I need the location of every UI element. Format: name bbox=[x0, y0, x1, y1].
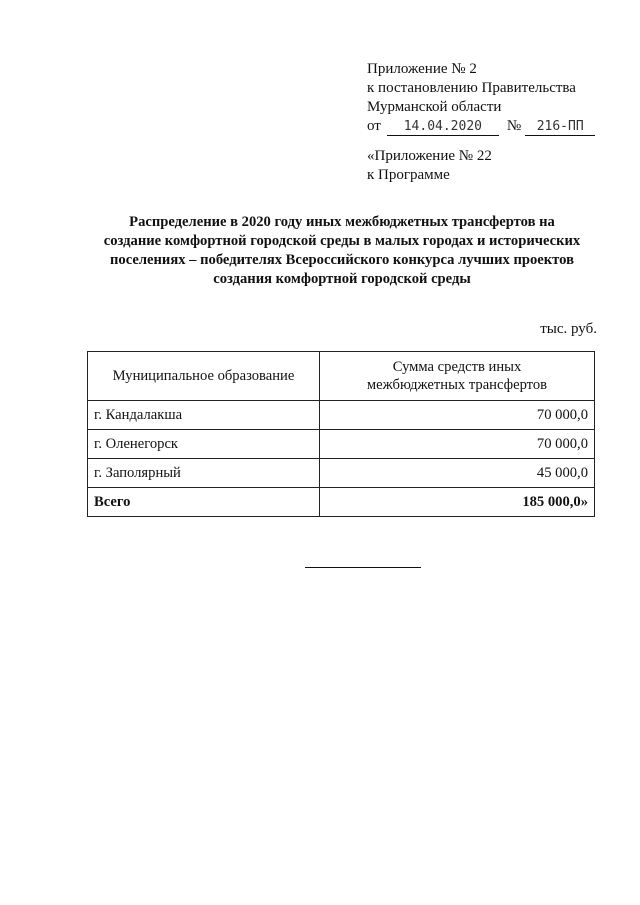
title-line-4: создания комфортной городской среды bbox=[213, 271, 471, 287]
amount-cell: 45 000,0 bbox=[320, 459, 595, 488]
transfers-table bbox=[87, 351, 595, 517]
program-appendix bbox=[367, 147, 492, 185]
title-line-3: поселениях – победителях Всероссийского конкурса лучших проектов bbox=[110, 252, 574, 268]
resolution-date: 14.04.2020 bbox=[387, 119, 499, 136]
column-header-amount-text: Сумма средств иных межбюджетных трансфертов bbox=[366, 359, 548, 393]
resolution-number: 216-ПП bbox=[525, 119, 595, 136]
municipality-cell: г. Кандалакша bbox=[88, 401, 320, 430]
municipality-cell: г. Оленегорск bbox=[88, 430, 320, 459]
column-header-amount bbox=[320, 352, 595, 401]
end-divider-line bbox=[305, 567, 421, 568]
amount-cell: 70 000,0 bbox=[320, 430, 595, 459]
column-header-municipality: Муниципальное образование bbox=[88, 352, 320, 401]
total-label-cell: Всего bbox=[88, 488, 320, 517]
table-row bbox=[88, 459, 595, 488]
resolution-date-row bbox=[367, 117, 617, 136]
total-amount-cell: 185 000,0» bbox=[320, 488, 595, 517]
date-prefix: от bbox=[367, 118, 381, 134]
document-title bbox=[86, 213, 598, 289]
title-line-2: создание комфортной городской среды в малых городах и исторических bbox=[103, 233, 581, 249]
title-line-1: Распределение в 2020 году иных межбюджетных трансфертов на bbox=[129, 214, 555, 230]
table-total-row bbox=[88, 488, 595, 517]
program-appendix-number: «Приложение № 22 bbox=[367, 148, 492, 164]
table-row bbox=[88, 401, 595, 430]
currency-unit: тыс. руб. bbox=[540, 321, 597, 337]
appendix-number: Приложение № 2 bbox=[367, 61, 477, 77]
amount-cell: 70 000,0 bbox=[320, 401, 595, 430]
table-header-row bbox=[88, 352, 595, 401]
program-reference: к Программе bbox=[367, 167, 450, 183]
municipality-cell: г. Заполярный bbox=[88, 459, 320, 488]
table-row bbox=[88, 430, 595, 459]
resolution-reference: к постановлению Правительства bbox=[367, 80, 576, 96]
appendix-header bbox=[367, 60, 617, 136]
number-sign: № bbox=[506, 118, 522, 134]
region-name: Мурманской области bbox=[367, 99, 502, 115]
